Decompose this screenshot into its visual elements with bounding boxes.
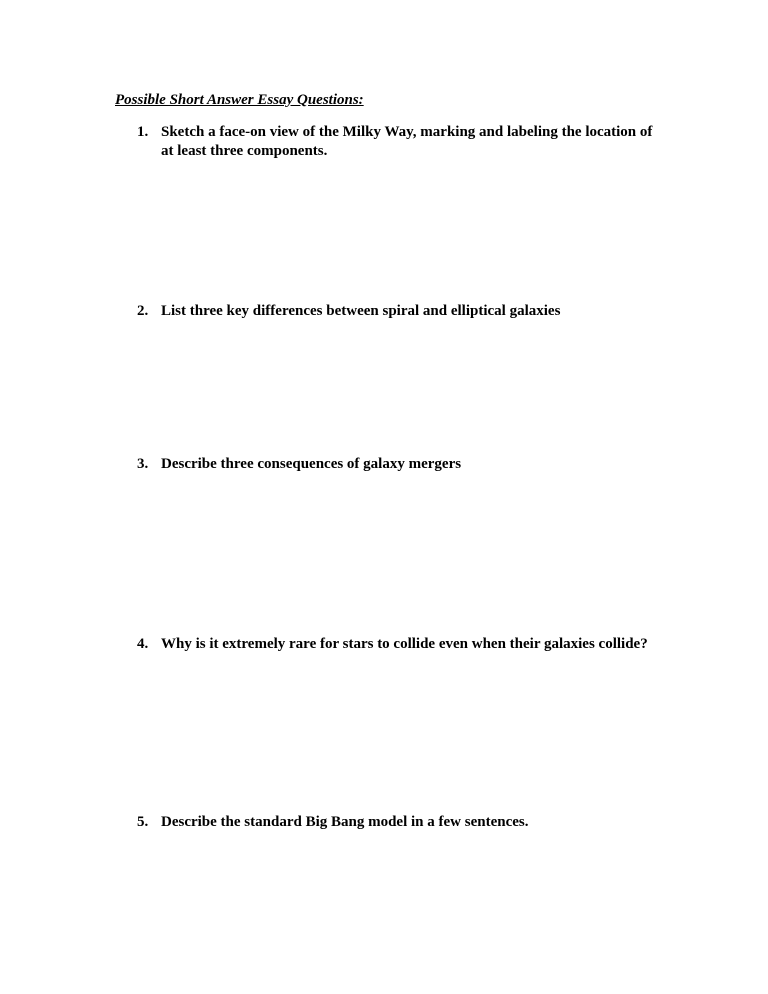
question-text: Describe three consequences of galaxy mergers [161, 456, 462, 472]
question-number: 1. [137, 124, 149, 140]
question-1 [137, 123, 657, 161]
question-3 [137, 455, 657, 474]
question-text: Describe the standard Big Bang model in a few sentences. [161, 814, 529, 830]
question-4 [137, 635, 697, 654]
page-title: Possible Short Answer Essay Questions: [115, 92, 364, 108]
question-2 [137, 302, 657, 321]
question-text: Sketch a face-on view of the Milky Way, marking and labeling the location of at least three components. [161, 124, 653, 159]
question-text: Why is it extremely rare for stars to collide even when their galaxies collide? [161, 636, 648, 652]
question-text: List three key differences between spiral and elliptical galaxies [161, 303, 561, 319]
question-number: 3. [137, 456, 149, 472]
question-5 [137, 813, 657, 832]
question-number: 5. [137, 814, 149, 830]
question-number: 2. [137, 303, 149, 319]
question-number: 4. [137, 636, 149, 652]
